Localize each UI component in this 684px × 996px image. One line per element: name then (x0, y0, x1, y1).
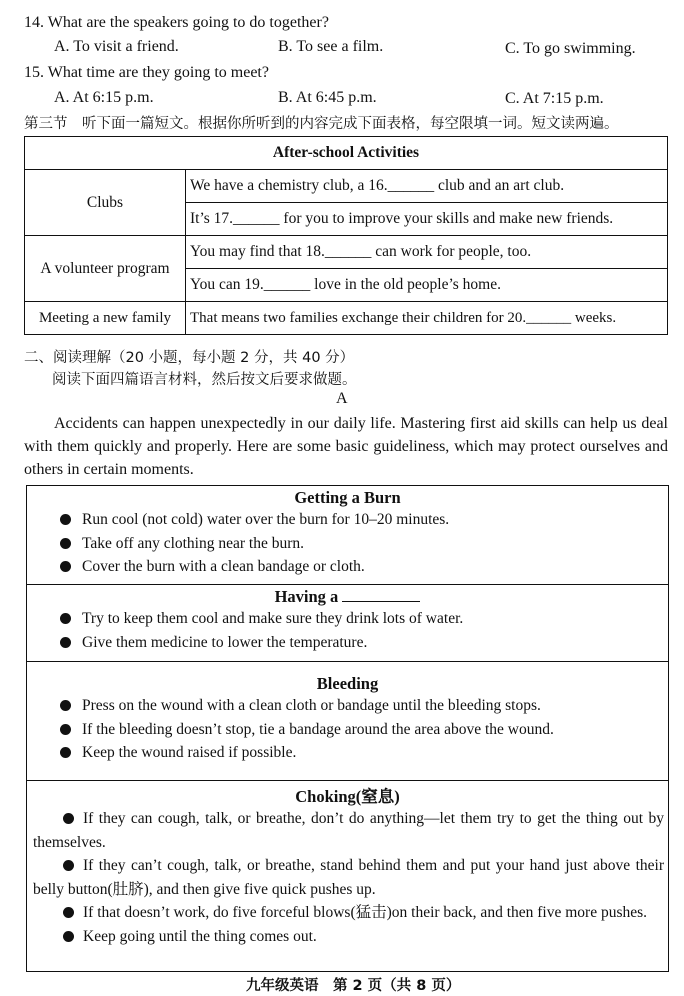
answer-blank (342, 587, 420, 602)
list-item (27, 532, 668, 556)
item-text: Take off any clothing near the burn. (82, 534, 305, 552)
q15-option-a: A. At 6:15 p.m. (54, 89, 154, 106)
bullet-icon (60, 538, 71, 549)
bullet-icon (63, 813, 74, 824)
item-text: If they can’t cough, talk, or breathe, stand behind them and put your hand just above their belly button(肚脐), and then give five quick pushes up. (33, 857, 664, 898)
question-15: 15. What time are they going to meet? (24, 64, 269, 81)
q15-option-b: B. At 6:45 p.m. (278, 89, 377, 106)
item-text: Keep the wound raised if possible. (82, 744, 297, 761)
list-item (27, 607, 668, 631)
item-text: Try to keep them cool and make sure they drink lots of water. (82, 610, 464, 627)
q15-option-c: C. At 7:15 p.m. (505, 90, 604, 107)
row-label-clubs: Clubs (25, 170, 186, 236)
question-14: 14. What are the speakers going to do together? (24, 14, 329, 31)
item-text: Press on the wound with a clean cloth or bandage until the bleeding stops. (82, 697, 541, 714)
q14-option-c: C. To go swimming. (505, 40, 636, 57)
passage-letter: A (336, 390, 348, 407)
table-title: After-school Activities (25, 137, 668, 170)
row-label-new-family: Meeting a new family (25, 302, 186, 335)
table-cell: That means two families exchange their children for 20.______ weeks. (186, 302, 668, 335)
list-item (27, 901, 668, 925)
list-item (27, 694, 668, 718)
bullet-icon (60, 724, 71, 735)
bullet-icon (63, 907, 74, 918)
list-item (27, 718, 668, 742)
section-bleeding (26, 661, 669, 781)
list-item (27, 741, 668, 765)
table-cell: We have a chemistry club, a 16.______ club and an art club. (186, 170, 668, 203)
list-item (27, 807, 668, 854)
item-text: Keep going until the thing comes out. (83, 927, 317, 945)
list-item (27, 854, 668, 901)
item-text: Give them medicine to lower the temperature. (82, 633, 368, 651)
activities-table (24, 136, 668, 335)
bullet-icon (60, 747, 71, 758)
row-label-volunteer: A volunteer program (25, 236, 186, 302)
table-cell: It’s 17.______ for you to improve your skills and make new friends. (186, 203, 668, 236)
list-item (27, 925, 668, 949)
fever-title (27, 587, 668, 607)
item-text: Run cool (not cold) water over the burn for 10–20 minutes. (82, 511, 450, 528)
list-item (27, 555, 668, 579)
section-fever (26, 584, 669, 662)
bullet-icon (60, 514, 71, 525)
item-text: If the bleeding doesn’t stop, tie a bandage around the area above the wound. (82, 720, 554, 738)
bullet-icon (60, 700, 71, 711)
item-text: If they can cough, talk, or breathe, don’t do anything—let them try to get the thing out by themselves. (33, 810, 664, 851)
burn-title: Getting a Burn (294, 488, 401, 507)
item-text: If that doesn’t work, do five forceful blows(猛击)on their back, and then five more pushes. (83, 904, 648, 921)
list-item (27, 508, 668, 532)
fever-title-text: Having a (274, 587, 339, 606)
choking-title: Choking(窒息) (295, 787, 400, 806)
item-text: Cover the burn with a clean bandage or cloth. (82, 558, 365, 575)
table-cell: You may find that 18.______ can work for people, too. (186, 236, 668, 269)
bullet-icon (60, 613, 71, 624)
part2-heading: 二、阅读理解（20 小题，每小题 2 分，共 40 分） (24, 350, 355, 366)
bleeding-title: Bleeding (316, 674, 379, 693)
table-cell: You can 19.______ love in the old people’s home. (186, 269, 668, 302)
section3-instruction: 第三节 听下面一篇短文。根据你所听到的内容完成下面表格，每空限填一词。短文读两遍。 (24, 116, 619, 132)
list-item (27, 631, 668, 655)
section-choking (26, 780, 669, 972)
section-burn (26, 485, 669, 585)
bullet-icon (60, 561, 71, 572)
bullet-icon (63, 860, 74, 871)
part2-instruction: 阅读下面四篇语言材料，然后按文后要求做题。 (52, 372, 357, 388)
intro-paragraph: Accidents can happen unexpectedly in our daily life. Mastering first aid skills can help us deal with them quickly and properly. Here are some basic guideliness, which may protect ourselves and others in certain moments. (24, 415, 668, 478)
bullet-icon (63, 931, 74, 942)
q14-option-b: B. To see a film. (278, 38, 384, 55)
q14-option-a: A. To visit a friend. (54, 38, 179, 55)
page-footer: 九年级英语 第 2 页（共 8 页） (246, 978, 461, 994)
bullet-icon (60, 637, 71, 648)
